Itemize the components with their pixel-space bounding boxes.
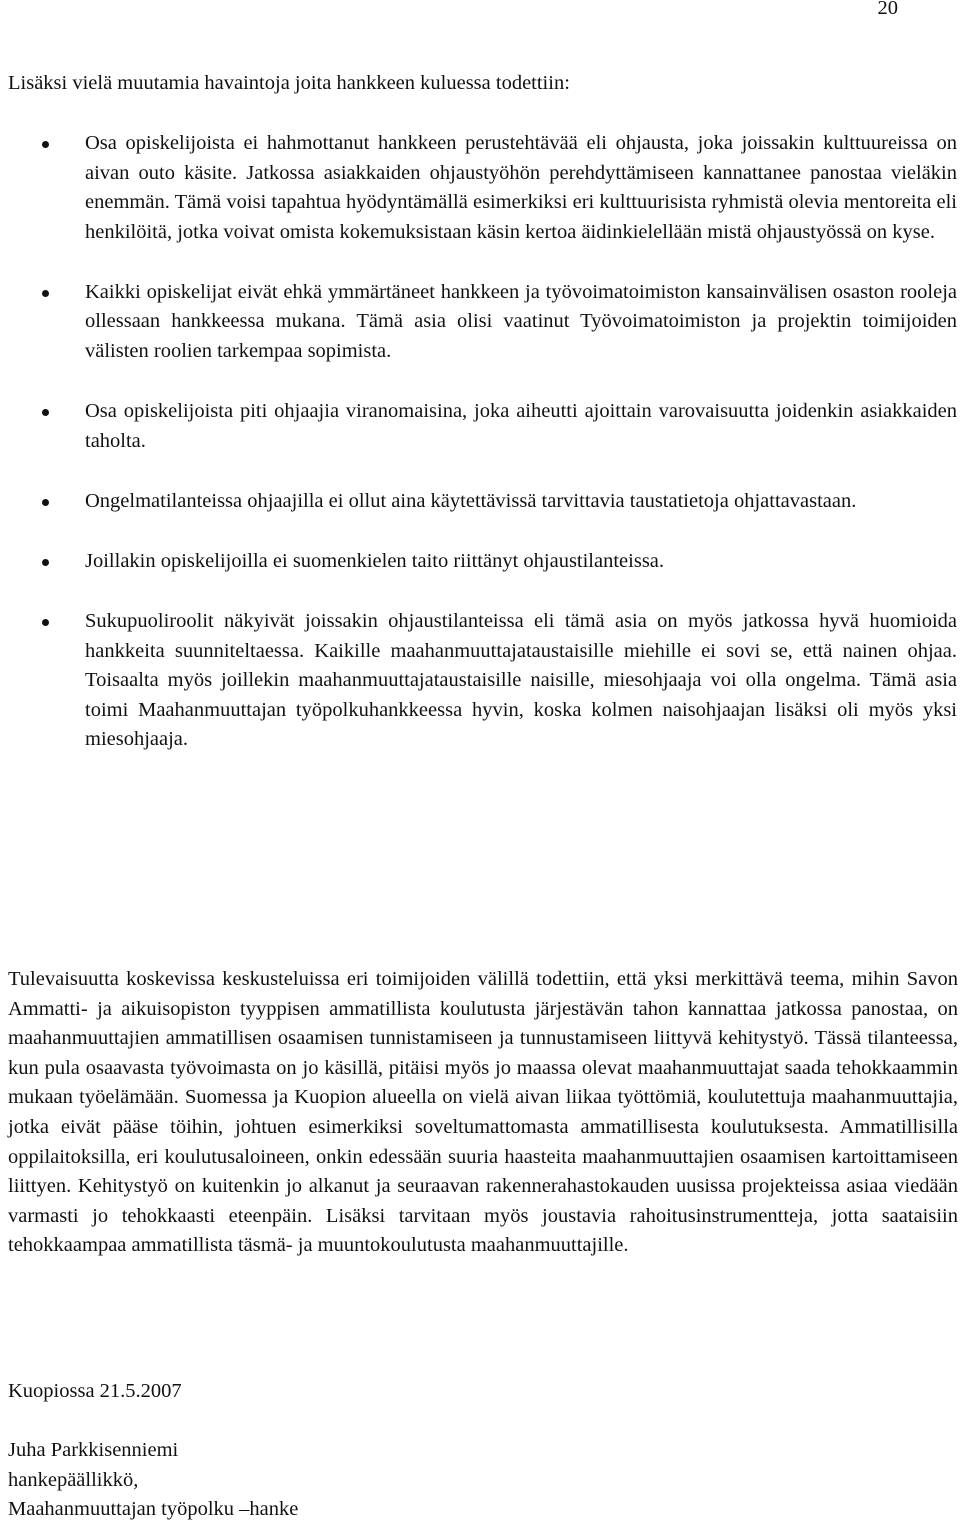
list-item	[0, 278, 960, 367]
bullet-icon	[42, 141, 49, 148]
conclusion-paragraph: Tulevaisuutta koskevissa keskusteluissa eri toimijoiden välillä todettiin, että yksi merkittävä teema, mihin Savon Ammatti- ja aikuisopiston tyyppisen ammatillista koulutusta järjestävän tahon kannattaa jatkossa panostaa, on maahanmuuttajien ammatillisen osaamisen tunnistamiseen ja tunnustamiseen liittyvä kehitystyö. Tässä tilanteessa, kun pula osaavasta työvoimasta on jo käsillä, pitäisi myös jo maassa olevat maahanmuuttajat saada tehokkaammin mukaan työelämään. Suomessa ja Kuopion alueella on vielä aivan liikaa työttömiä, koulutettuja maahanmuuttajia, jotka eivät pääse töihin, johtuen esimerkiksi soveltumattomasta ammatillisesta koulutuksesta. Ammatillisilla oppilaitoksilla, eri koulutusaloineen, onkin edessään suuria haasteita maahanmuuttajien osaamisen kartoittamiseen liittyen. Kehitystyö on kuitenkin jo alkanut ja seuraavan rakennerahastokauden uusissa projekteissa asiaa viedään varmasti jo tehokkaasti eteenpäin. Lisäksi tarvitaan myös joustavia rahoitusinstrumentteja, jotta saataisiin tehokkaampaa ammatillista täsmä- ja muuntokoulutusta maahanmuuttajille.	[8, 968, 958, 1257]
bullet-icon	[42, 290, 49, 297]
list-item-text: Sukupuoliroolit näkyivät joissakin ohjaustilanteissa eli tämä asia on myös jatkossa hyvä huomioida hankkeita suunniteltaessa. Kaikille maahanmuuttajataustaisille miehille ei sovi se, että nainen ohjaa. Toisaalta myös joillekin maahanmuuttajataustaisille naisille, miesohjaaja voi olla ongelma. Tämä asia toimi Maahanmuuttajan työpolkuhankkeessa hyvin, koska kolmen naisohjaajan lisäksi oli myös yksi miesohjaaja.	[85, 610, 957, 751]
signature-block	[8, 1436, 298, 1525]
list-item	[0, 487, 960, 517]
bullet-icon	[42, 499, 49, 506]
list-item	[0, 547, 960, 577]
list-item-text: Osa opiskelijoista ei hahmottanut hankkeen perustehtävää eli ohjausta, joka joissakin kulttuureissa on aivan outo käsite. Jatkossa asiakkaiden ohjaustyöhön perehdyttämiseen kannattanee panostaa vieläkin enemmän. Tämä voisi tapahtua hyödyntämällä esimerkiksi eri kulttuurisista ryhmistä olevia mentoreita eli henkilöitä, jotka voivat omista kokemuksistaan käsin kertoa äidinkielellään mistä ohjaustyössä on kyse.	[85, 132, 957, 243]
signature-name: Juha Parkkisenniemi	[8, 1439, 179, 1461]
list-item-text: Ongelmatilanteissa ohjaajilla ei ollut aina käytettävissä tarvittavia taustatietoja ohjattavastaan.	[85, 489, 857, 512]
bullet-icon	[42, 619, 49, 626]
list-item	[0, 129, 960, 247]
signature-title: hankepäällikkö,	[8, 1468, 139, 1491]
page-number: 20	[877, 0, 898, 19]
list-item-text: Osa opiskelijoista piti ohjaajia viranomaisina, joka aiheutti ajoittain varovaisuutta joidenkin asiakkaiden taholta.	[85, 400, 957, 452]
list-item	[0, 607, 960, 755]
place-date: Kuopiossa 21.5.2007	[8, 1380, 182, 1402]
list-item-text: Kaikki opiskelijat eivät ehkä ymmärtäneet hankkeen ja työvoimatoimiston kansainvälisen osaston rooleja ollessaan hankkeessa mukana. Tämä asia olisi vaatinut Työvoimatoimiston ja projektin toimijoiden välisten roolien tarkempaa sopimista.	[85, 280, 957, 363]
bullet-icon	[42, 409, 49, 416]
intro-paragraph: Lisäksi vielä muutamia havaintoja joita hankkeen kuluessa todettiin:	[8, 72, 570, 94]
list-item	[0, 397, 960, 456]
signature-project: Maahanmuuttajan työpolku –hanke	[8, 1498, 299, 1521]
bullet-icon	[42, 559, 49, 566]
list-item-text: Joillakin opiskelijoilla ei suomenkielen taito riittänyt ohjaustilanteissa.	[85, 549, 665, 572]
observations-list	[0, 129, 960, 786]
